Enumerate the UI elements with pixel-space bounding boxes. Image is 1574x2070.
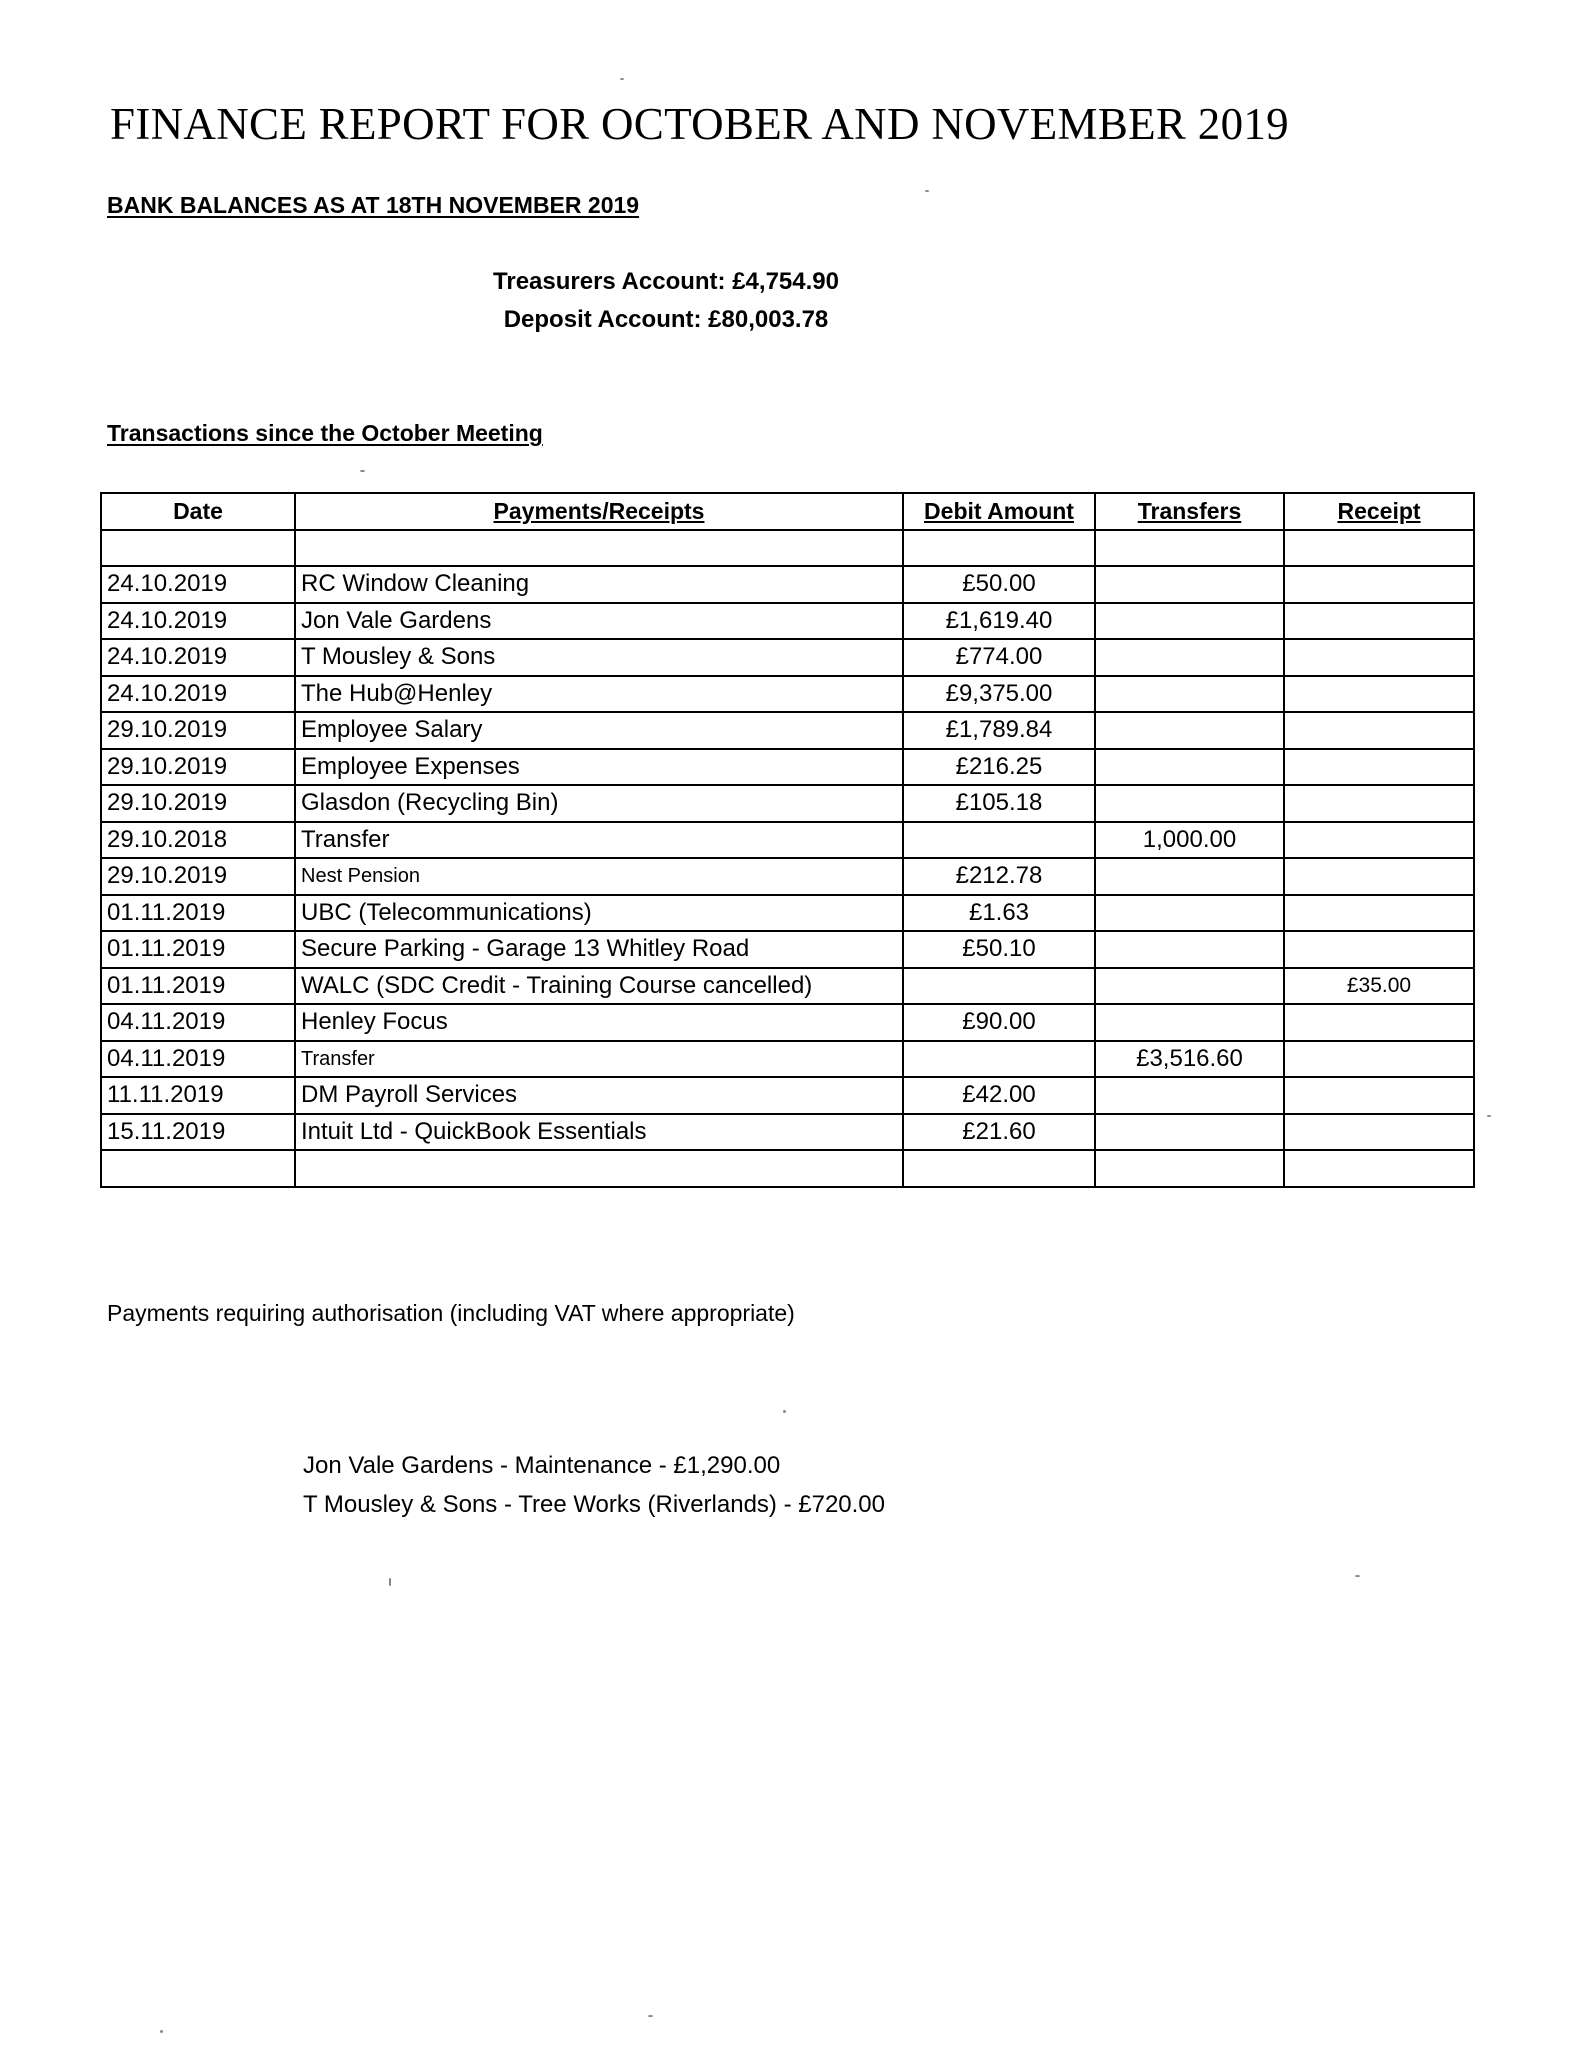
date-cell: 24.10.2019 — [101, 566, 295, 603]
description-cell: Intuit Ltd - QuickBook Essentials — [295, 1114, 903, 1151]
debit-cell: £774.00 — [903, 639, 1095, 676]
description-cell — [295, 1150, 903, 1187]
description-cell: Transfer — [295, 822, 903, 859]
transfer-cell — [1095, 968, 1284, 1005]
debit-cell: £42.00 — [903, 1077, 1095, 1114]
date-cell: 29.10.2019 — [101, 785, 295, 822]
transfer-cell — [1095, 566, 1284, 603]
table-row — [101, 931, 1474, 968]
page-title: FINANCE REPORT FOR OCTOBER AND NOVEMBER 2019 — [110, 99, 1289, 149]
receipt-cell: £35.00 — [1284, 968, 1474, 1005]
scan-speck — [620, 78, 624, 80]
date-cell: 15.11.2019 — [101, 1114, 295, 1151]
table-row — [101, 785, 1474, 822]
transfer-cell — [1095, 858, 1284, 895]
scan-speck — [160, 2030, 163, 2033]
description-cell: Transfer — [295, 1041, 903, 1078]
date-cell: 24.10.2019 — [101, 603, 295, 640]
receipt-cell — [1284, 530, 1474, 567]
scan-speck — [1355, 1575, 1360, 1577]
bank-balances-heading: BANK BALANCES AS AT 18TH NOVEMBER 2019 — [107, 192, 640, 218]
column-header-debit-amount: Debit Amount — [903, 493, 1095, 530]
debit-cell: £1,789.84 — [903, 712, 1095, 749]
table-row — [101, 1077, 1474, 1114]
receipt-cell — [1284, 1004, 1474, 1041]
transfer-cell — [1095, 1114, 1284, 1151]
transfer-cell — [1095, 749, 1284, 786]
table-row — [101, 822, 1474, 859]
date-cell: 29.10.2019 — [101, 749, 295, 786]
debit-cell: £50.00 — [903, 566, 1095, 603]
transfer-cell — [1095, 1004, 1284, 1041]
date-cell: 01.11.2019 — [101, 931, 295, 968]
scan-speck — [648, 2015, 653, 2017]
table-row — [101, 676, 1474, 713]
transfer-cell — [1095, 895, 1284, 932]
receipt-cell — [1284, 822, 1474, 859]
debit-cell — [903, 822, 1095, 859]
scan-speck — [389, 1578, 391, 1586]
receipt-cell — [1284, 749, 1474, 786]
table-row — [101, 566, 1474, 603]
date-cell: 24.10.2019 — [101, 676, 295, 713]
transfer-cell: £3,516.60 — [1095, 1041, 1284, 1078]
transfer-cell — [1095, 1077, 1284, 1114]
receipt-cell — [1284, 639, 1474, 676]
date-cell: 24.10.2019 — [101, 639, 295, 676]
transfer-cell — [1095, 1150, 1284, 1187]
column-header-payments-receipts: Payments/Receipts — [295, 493, 903, 530]
scan-speck — [925, 190, 929, 192]
transfer-cell — [1095, 785, 1284, 822]
column-header-date: Date — [101, 493, 295, 530]
description-cell: Nest Pension — [295, 858, 903, 895]
column-header-transfers: Transfers — [1095, 493, 1284, 530]
table-row — [101, 1004, 1474, 1041]
authorisation-item: T Mousley & Sons - Tree Works (Riverlands) - £720.00 — [303, 1491, 885, 1518]
description-cell: Employee Expenses — [295, 749, 903, 786]
description-cell: DM Payroll Services — [295, 1077, 903, 1114]
description-cell: WALC (SDC Credit - Training Course cancelled) — [295, 968, 903, 1005]
date-cell: 29.10.2018 — [101, 822, 295, 859]
date-cell: 29.10.2019 — [101, 712, 295, 749]
debit-cell — [903, 968, 1095, 1005]
table-row — [101, 530, 1474, 567]
receipt-cell — [1284, 1150, 1474, 1187]
receipt-cell — [1284, 1114, 1474, 1151]
scan-speck — [1487, 1115, 1491, 1117]
description-cell: RC Window Cleaning — [295, 566, 903, 603]
debit-cell: £1,619.40 — [903, 603, 1095, 640]
receipt-cell — [1284, 785, 1474, 822]
column-header-receipt: Receipt — [1284, 493, 1474, 530]
date-cell: 11.11.2019 — [101, 1077, 295, 1114]
receipt-cell — [1284, 676, 1474, 713]
receipt-cell — [1284, 1041, 1474, 1078]
table-row — [101, 639, 1474, 676]
transactions-table — [100, 492, 1475, 1188]
debit-cell: £50.10 — [903, 931, 1095, 968]
debit-cell: £216.25 — [903, 749, 1095, 786]
date-cell — [101, 1150, 295, 1187]
transfer-cell — [1095, 712, 1284, 749]
table-row — [101, 603, 1474, 640]
description-cell: T Mousley & Sons — [295, 639, 903, 676]
description-cell: Henley Focus — [295, 1004, 903, 1041]
table-row — [101, 858, 1474, 895]
receipt-cell — [1284, 566, 1474, 603]
receipt-cell — [1284, 858, 1474, 895]
transactions-heading: Transactions since the October Meeting — [107, 420, 543, 446]
description-cell: Secure Parking - Garage 13 Whitley Road — [295, 931, 903, 968]
receipt-cell — [1284, 931, 1474, 968]
description-cell: UBC (Telecommunications) — [295, 895, 903, 932]
table-header-row — [101, 493, 1474, 530]
debit-cell: £9,375.00 — [903, 676, 1095, 713]
transfer-cell — [1095, 639, 1284, 676]
table-row — [101, 1041, 1474, 1078]
description-cell: The Hub@Henley — [295, 676, 903, 713]
description-cell: Employee Salary — [295, 712, 903, 749]
deposit-account-balance: Deposit Account: £80,003.78 — [503, 306, 829, 333]
table-row — [101, 749, 1474, 786]
date-cell: 01.11.2019 — [101, 895, 295, 932]
description-cell: Glasdon (Recycling Bin) — [295, 785, 903, 822]
debit-cell — [903, 530, 1095, 567]
date-cell: 01.11.2019 — [101, 968, 295, 1005]
receipt-cell — [1284, 712, 1474, 749]
authorisation-item: Jon Vale Gardens - Maintenance - £1,290.00 — [303, 1452, 781, 1479]
table-row — [101, 1114, 1474, 1151]
receipt-cell — [1284, 895, 1474, 932]
table-row — [101, 968, 1474, 1005]
date-cell — [101, 530, 295, 567]
treasurers-account-balance: Treasurers Account: £4,754.90 — [493, 268, 839, 295]
date-cell: 04.11.2019 — [101, 1004, 295, 1041]
transfer-cell: 1,000.00 — [1095, 822, 1284, 859]
scan-speck — [783, 1410, 786, 1413]
debit-cell: £1.63 — [903, 895, 1095, 932]
transfer-cell — [1095, 676, 1284, 713]
transfer-cell — [1095, 603, 1284, 640]
debit-cell: £105.18 — [903, 785, 1095, 822]
description-cell: Jon Vale Gardens — [295, 603, 903, 640]
date-cell: 04.11.2019 — [101, 1041, 295, 1078]
transfer-cell — [1095, 931, 1284, 968]
debit-cell: £212.78 — [903, 858, 1095, 895]
debit-cell: £21.60 — [903, 1114, 1095, 1151]
date-cell: 29.10.2019 — [101, 858, 295, 895]
table-row — [101, 895, 1474, 932]
authorisation-heading: Payments requiring authorisation (including VAT where appropriate) — [107, 1300, 795, 1326]
transfer-cell — [1095, 530, 1284, 567]
debit-cell — [903, 1041, 1095, 1078]
receipt-cell — [1284, 603, 1474, 640]
description-cell — [295, 530, 903, 567]
scan-speck — [360, 470, 365, 472]
table-row — [101, 1150, 1474, 1187]
table-row — [101, 712, 1474, 749]
debit-cell: £90.00 — [903, 1004, 1095, 1041]
receipt-cell — [1284, 1077, 1474, 1114]
debit-cell — [903, 1150, 1095, 1187]
